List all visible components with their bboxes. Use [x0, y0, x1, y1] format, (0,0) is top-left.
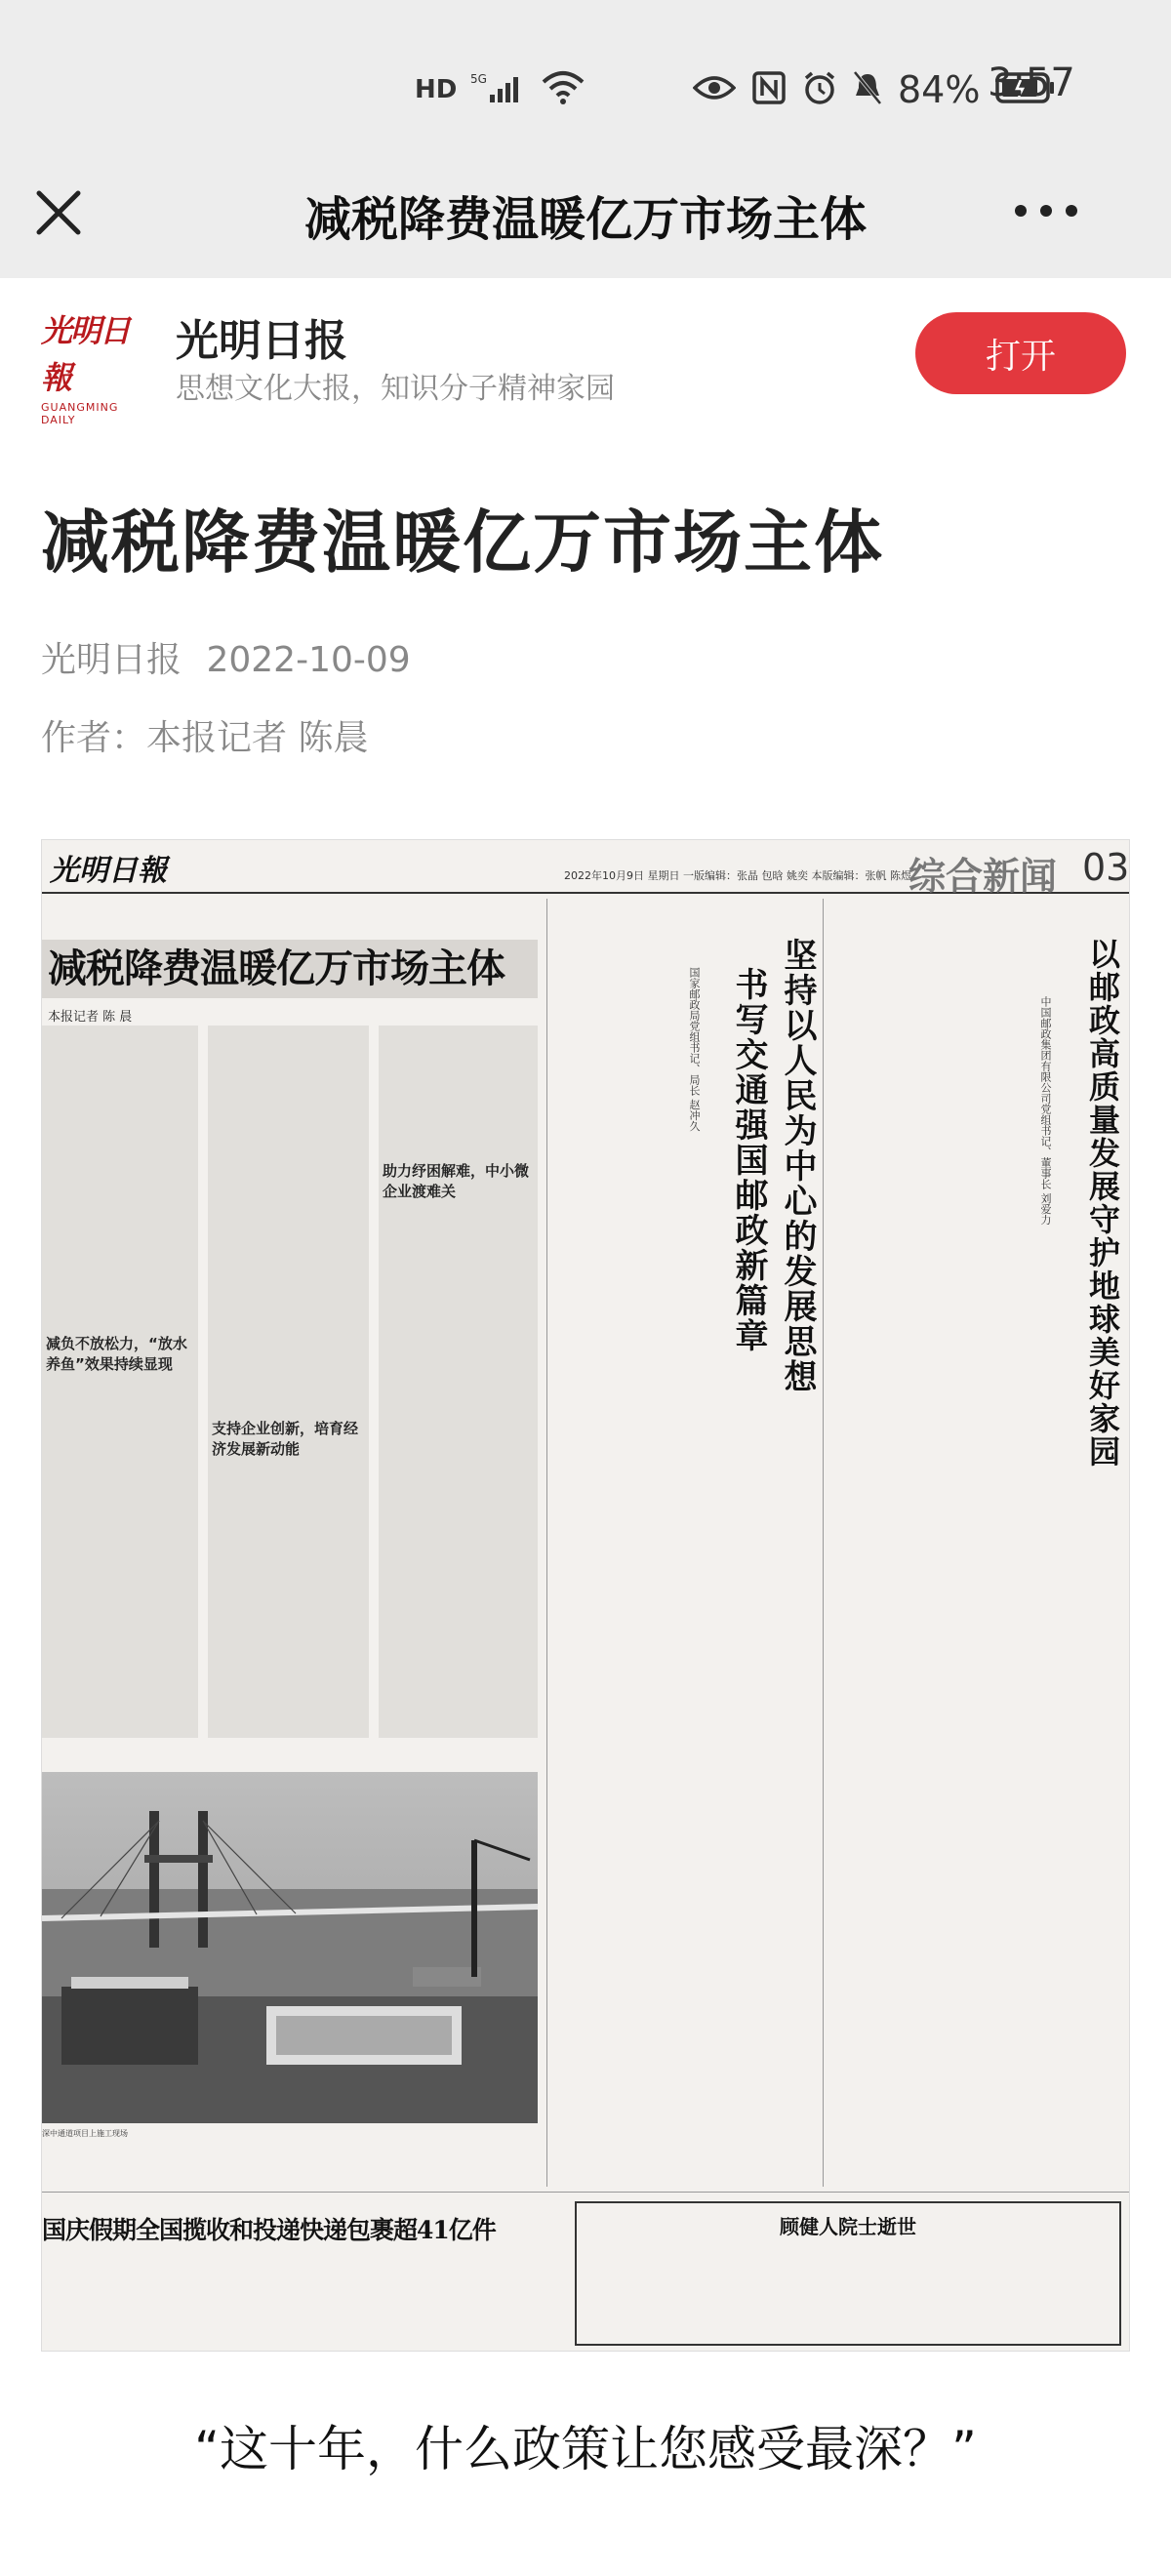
lead-story-column	[379, 1026, 538, 1738]
page-title: 减税降费温暖亿万市场主体	[303, 192, 867, 247]
middle-story-title: 坚持以人民为中心的发展思想	[778, 938, 817, 1394]
article-meta	[41, 632, 424, 682]
newspaper-date-line: 2022年10月9日 星期日 一版编辑：张晶 包晗 姚奕 本版编辑：张帆 陈煜	[564, 869, 911, 882]
section-divider	[42, 2192, 1130, 2193]
article-author: 作者：本报记者 陈晨	[41, 718, 369, 758]
article-headline: 减税降费温暖亿万市场主体	[41, 503, 884, 583]
app-banner	[0, 278, 1171, 429]
middle-story-title: 书写交通强国邮政新篇章	[729, 967, 768, 1353]
nfc-icon	[751, 70, 787, 109]
bottom-story-title: 国庆假期全国揽收和投递快递包裹超41亿件	[42, 2216, 496, 2244]
battery-percent: 84%	[898, 68, 981, 111]
newspaper-page-number: 03	[1082, 846, 1130, 889]
status-left-icons	[415, 62, 586, 117]
column-divider	[546, 899, 547, 2187]
newspaper-logo: 光明日報	[50, 854, 167, 888]
quote-heading: “这十年，什么政策让您感受最深？”	[194, 2421, 977, 2477]
open-app-button[interactable]: 打开	[915, 312, 1126, 394]
newspaper-page-image[interactable]	[41, 839, 1130, 2352]
article-date: 2022-10-09	[206, 640, 411, 680]
title-bar	[0, 146, 1171, 278]
lead-story-column	[208, 1026, 369, 1738]
lead-story-title: 减税降费温暖亿万市场主体	[42, 940, 538, 998]
middle-story-column	[557, 1182, 811, 2187]
logo-text: 光明日報	[41, 312, 130, 396]
right-story-author: 中国邮政集团有限公司党组书记、董事长 刘爱力	[1039, 996, 1052, 1226]
lead-subhead: 支持企业创新，培育经济发展新动能	[212, 1420, 359, 1458]
alarm-icon	[802, 70, 837, 109]
lead-story-byline: 本报记者 陈 晨	[48, 1010, 133, 1025]
right-story-column	[834, 1387, 1127, 2187]
eye-icon	[693, 73, 736, 106]
mute-icon	[853, 70, 882, 109]
signal-5g-label: 5G	[470, 72, 488, 86]
more-icon[interactable]	[1015, 205, 1083, 224]
signal-icon	[470, 71, 527, 108]
lead-story-column	[42, 1026, 198, 1738]
photo-caption: 深中通道项目上施工现场	[42, 2129, 128, 2138]
middle-story-author: 国家邮政局党组书记、局长 赵冲久	[688, 967, 701, 1132]
app-logo	[41, 307, 148, 426]
obituary-box	[575, 2201, 1121, 2346]
logo-en-text: GUANGMING DAILY	[41, 401, 119, 426]
obituary-title: 顾健人院士逝世	[780, 2215, 916, 2238]
app-name: 光明日报	[176, 316, 347, 366]
newspaper-masthead	[42, 840, 1130, 898]
lead-subhead: 助力纾困解难，中小微企业渡难关	[383, 1162, 530, 1200]
wifi-icon	[541, 70, 586, 109]
lead-subhead: 减负不放松力，“放水养鱼”效果持续显现	[46, 1335, 187, 1373]
column-divider	[823, 899, 824, 2187]
status-time: 3:57	[988, 60, 1075, 105]
right-story-title: 以邮政高质量发展守护地球美好家园	[1084, 938, 1121, 1469]
bridge-construction-photo	[42, 1772, 538, 2123]
hd-badge: HD	[415, 75, 458, 104]
newspaper-section: 综合新闻	[909, 854, 1058, 898]
bottom-story-column	[42, 2255, 549, 2348]
obituary-column	[585, 2246, 1111, 2340]
article-source[interactable]: 光明日报	[41, 640, 182, 680]
app-slogan: 思想文化大报，知识分子精神家园	[176, 372, 615, 406]
